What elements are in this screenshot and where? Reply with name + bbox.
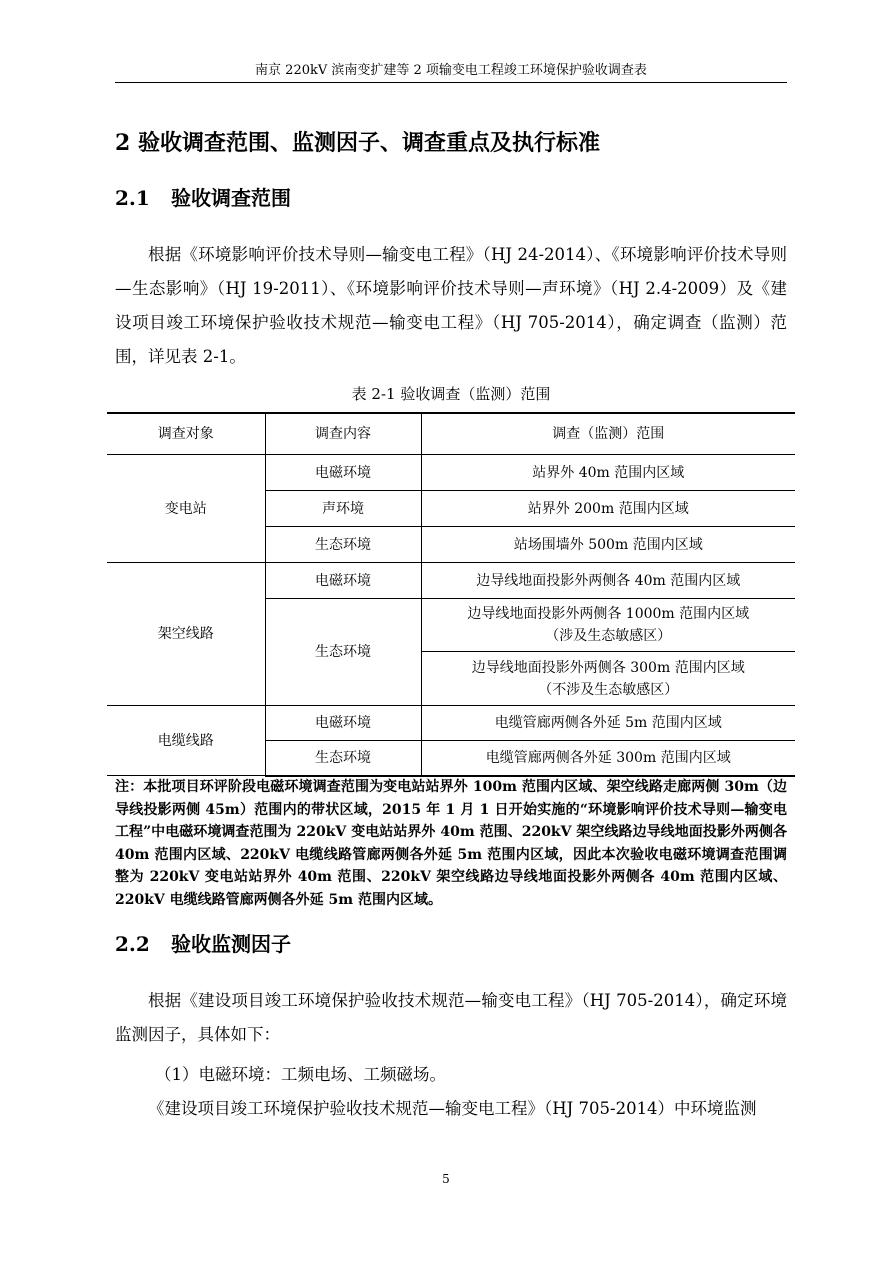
survey-range-table <box>107 412 795 777</box>
table-header-row <box>107 413 795 455</box>
section-2-1-title: 验收调查范围 <box>171 186 291 210</box>
table-note: 注：本批项目环评阶段电磁环境调查范围为变电站站界外 100m 范围内区域、架空线路走廊两侧 30m（边导线投影两侧 45m）范围内的带状区域，2015 年 1 月 1 日开始实施的“环境影响评价技术导则—输变电工程”中电磁环境调查范围为 220kV 变电站站界外 40m 范围、220kV 架空线路边导线地面投影外两侧各 40m 范围内区域、220kV 电缆线路管廊两侧各外延 5m 范围内区域，因此本次验收电磁环境调查范围调整为 220kV 变电站站界外 40m 范围、220kV 架空线路边导线地面投影外两侧各 40m 范围内区域、220kV 电缆线路管廊两侧各外延 5m 范围内区域。 <box>115 779 787 908</box>
section-2-1-number: 2.1 <box>115 186 150 210</box>
range-cell: 站场围墙外 500m 范围内区域 <box>421 527 795 563</box>
range-cell: 电缆管廊两侧各外延 5m 范围内区域 <box>421 706 795 741</box>
header-object: 调查对象 <box>107 413 265 455</box>
header-content: 调查内容 <box>265 413 421 455</box>
object-cable-line: 电缆线路 <box>107 706 265 776</box>
header-rule <box>115 82 787 83</box>
content-cell: 生态环境 <box>265 599 421 706</box>
range-line: （不涉及生态敏感区） <box>538 681 679 698</box>
content-cell: 声环境 <box>265 491 421 527</box>
section-2-2-paragraph-2: 《建设项目竣工环境保护验收技术规范—输变电工程》（HJ 705-2014）中环境监测 <box>148 1099 757 1118</box>
object-substation: 变电站 <box>107 455 265 563</box>
section-2-2-paragraph: 根据《建设项目竣工环境保护验收技术规范—输变电工程》（HJ 705-2014），确定环境监测因子，具体如下： <box>115 991 787 1044</box>
content-cell: 生态环境 <box>265 527 421 563</box>
section-2-heading: 2 验收调查范围、监测因子、调查重点及执行标准 <box>115 130 600 156</box>
range-line: 边导线地面投影外两侧各 300m 范围内区域 <box>471 659 745 676</box>
content-cell: 电磁环境 <box>265 455 421 491</box>
range-line: 边导线地面投影外两侧各 1000m 范围内区域 <box>467 606 750 622</box>
range-cell: 站界外 40m 范围内区域 <box>421 455 795 491</box>
table-row <box>107 455 795 491</box>
section-2-1-paragraph: 根据《环境影响评价技术导则—输变电工程》（HJ 24-2014）、《环境影响评价技术导则—生态影响》（HJ 19-2011）、《环境影响评价技术导则—声环境》（HJ 2.4-2009）及《建设项目竣工环境保护验收技术规范—输变电工程》（HJ 705-2014），确定调查（监测）范围，详见表 2-1。 <box>115 245 787 366</box>
range-cell: 电缆管廊两侧各外延 300m 范围内区域 <box>421 741 795 776</box>
content-cell: 电磁环境 <box>265 563 421 599</box>
range-cell: 站界外 200m 范围内区域 <box>421 491 795 527</box>
section-2-2-title: 验收监测因子 <box>171 932 291 956</box>
page-number: 5 <box>442 1172 450 1186</box>
range-cell: 边导线地面投影外两侧各 40m 范围内区域 <box>421 563 795 599</box>
running-header: 南京 220kV 滨南变扩建等 2 项输变电工程竣工环境保护验收调查表 <box>255 63 647 78</box>
object-overhead-line: 架空线路 <box>107 563 265 706</box>
section-2-1-heading <box>115 184 291 212</box>
range-cell <box>421 652 795 706</box>
monitoring-item-1: （1）电磁环境：工频电场、工频磁场。 <box>155 1065 446 1084</box>
range-cell <box>421 599 795 652</box>
header-range: 调查（监测）范围 <box>421 413 795 455</box>
table-row <box>107 706 795 741</box>
section-2-2-heading <box>115 930 291 958</box>
range-line: （涉及生态敏感区） <box>545 628 672 644</box>
table-row <box>107 563 795 599</box>
content-cell: 生态环境 <box>265 741 421 776</box>
content-cell: 电磁环境 <box>265 706 421 741</box>
table-caption: 表 2-1 验收调查（监测）范围 <box>351 385 551 403</box>
section-2-2-number: 2.2 <box>115 932 150 956</box>
